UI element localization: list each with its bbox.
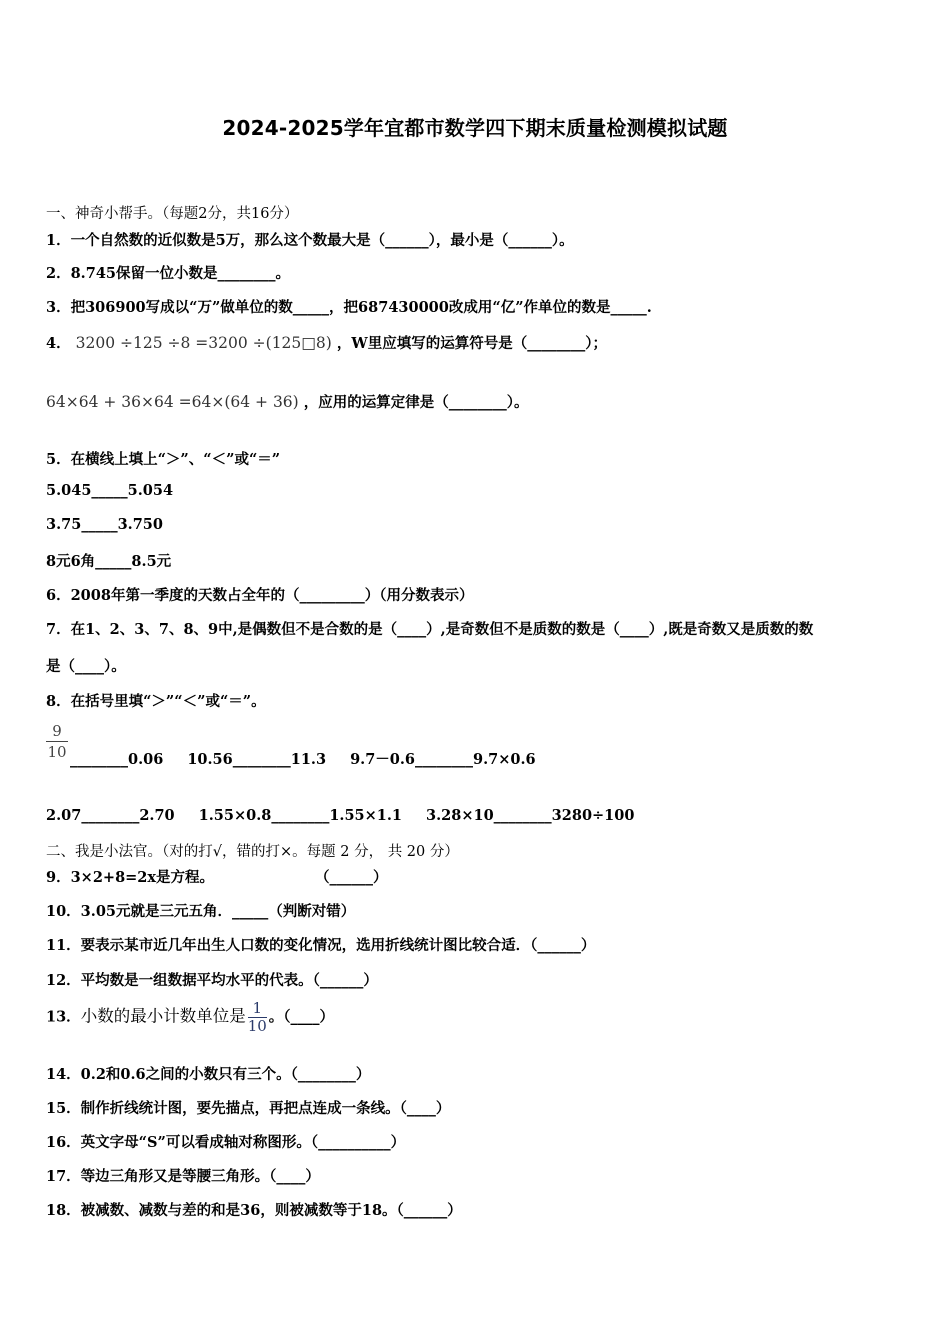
question-2: 2．8.745保留一位小数是________。 (46, 265, 290, 282)
question-14: 14．0.2和0.6之间的小数只有三个。（________） (46, 1066, 371, 1083)
question-15: 15．制作折线统计图，要先描点，再把点连成一条线。（____） (46, 1100, 451, 1117)
question-4b (46, 391, 529, 412)
question-6: 6．2008年第一季度的天数占全年的（_________）（用分数表示） (46, 587, 474, 604)
question-4-text: ，W里应填写的运算符号是（________）； (336, 335, 607, 352)
question-4 (46, 332, 607, 353)
section-heading-1: 一、神奇小帮手。（每题2分，共16分） (46, 206, 299, 222)
question-4-number: 4． (46, 335, 71, 352)
question-4b-formula: 64×64 + 36×64 =64×(64 + 36) (46, 393, 299, 411)
fraction-numerator: 1 (252, 999, 262, 1017)
question-16: 16．英文字母“S”可以看成轴对称图形。（__________） (46, 1134, 406, 1151)
question-4-formula: 3200 ÷125 ÷8 =3200 ÷(125□8) (75, 334, 332, 352)
compare-item: 9.7－0.6________9.7×0.6 (350, 751, 536, 768)
fraction-nine-tenths (46, 722, 68, 761)
section-heading-2: 二、我是小法官。（对的打√，错的打×。每题 2 分， 共 20 分） (46, 844, 459, 860)
question-10: 10．3.05元就是三元五角．_____（判断对错） (46, 903, 356, 920)
question-8-row-1 (70, 748, 536, 769)
fraction-denominator: 10 (47, 743, 67, 761)
fraction-one-tenth (248, 1000, 267, 1035)
question-5b: 3.75_____3.750 (46, 516, 163, 533)
question-13-number: 13． (46, 1008, 81, 1026)
fraction-denominator: 10 (247, 1017, 267, 1035)
question-1: 1．一个自然数的近似数是5万，那么这个数最大是（______），最小是（______）。 (46, 232, 574, 249)
fraction-bar (46, 741, 68, 742)
question-13-text: 小数的最小计数单位是 (80, 1006, 246, 1026)
question-17: 17．等边三角形又是等腰三角形。（____） (46, 1168, 320, 1185)
question-13 (46, 1000, 334, 1035)
compare-item: 10.56________11.3 (187, 751, 327, 768)
question-5a: 5.045_____5.054 (46, 482, 174, 499)
question-12: 12．平均数是一组数据平均水平的代表。（______） (46, 972, 378, 989)
question-5c: 8元6角_____8.5元 (46, 553, 172, 570)
fraction-numerator: 9 (52, 722, 62, 740)
question-5: 5．在横线上填上“＞”、“＜”或“＝” (46, 451, 281, 468)
question-9: 9．3×2+8=2x是方程。 （______） (46, 869, 388, 886)
question-8: 8．在括号里填“＞”“＜”或“＝”。 (46, 693, 266, 710)
compare-item: ________0.06 (70, 751, 164, 768)
compare-item: 3.28×10________3280÷100 (426, 807, 635, 824)
question-7a: 7．在1、2、3、7、8、9中,是偶数但不是合数的是（____）,是奇数但不是质数的数是（____）,既是奇数又是质数的数 (46, 621, 814, 638)
question-7b: 是（____）。 (46, 658, 126, 675)
question-11: 11．要表示某市近几年出生人口数的变化情况，选用折线统计图比较合适．（______） (46, 937, 596, 954)
question-4b-text: ，应用的运算定律是（________）。 (303, 394, 529, 411)
compare-item: 2.07________2.70 (46, 807, 175, 824)
question-13-suffix: 。（____） (268, 1008, 335, 1026)
compare-item: 1.55×0.8________1.55×1.1 (198, 807, 403, 824)
page-title: 2024-2025学年宜都市数学四下期末质量检测模拟试题 (222, 116, 728, 140)
question-3: 3．把306900写成以“万”做单位的数_____，把687430000改成用“亿”作单位的数是_____. (46, 299, 652, 316)
question-8-row-2 (46, 807, 634, 824)
question-18: 18．被减数、减数与差的和是36，则被减数等于18。（______） (46, 1202, 462, 1219)
